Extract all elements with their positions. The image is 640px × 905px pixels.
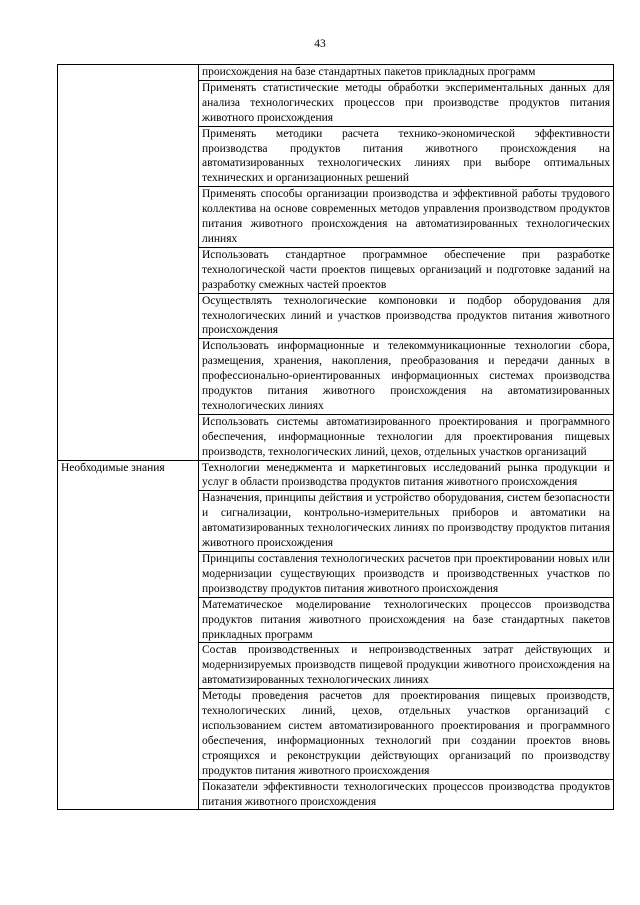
skill-item: Применять методики расчета технико-экономической эффективности производства продуктов питания животного происхождения на автоматизированных технологических линиях при выборе оптимальных технических и организационных решений [199,126,614,187]
skill-item: Использовать системы автоматизированного проектирования и программного обеспечения, информационные технологии для проектирования пищевых производств, технологических линий, цехов, отдельных участков организаций [199,414,614,460]
competency-table [57,64,614,810]
page-number: 43 [314,38,326,50]
skill-item: происхождения на базе стандартных пакетов прикладных программ [199,65,614,81]
knowledge-item: Назначения, принципы действия и устройство оборудования, систем безопасности и сигнализации, контрольно-измерительных приборов и автоматики на автоматизированных технологических линиях по производству продуктов питания животного происхождения [199,491,614,552]
skill-item: Применять статистические методы обработки экспериментальных данных для анализа технологических процессов при производстве продуктов питания животного происхождения [199,80,614,126]
label-cell-empty [58,65,199,461]
knowledge-item: Технологии менеджмента и маркетинговых исследований рынка продукции и услуг в области производства продуктов питания животного происхождения [199,460,614,491]
table-row [58,460,614,491]
knowledge-label: Необходимые знания [58,460,199,810]
knowledge-item: Показатели эффективности технологических процессов производства продуктов питания животного происхождения [199,779,614,810]
skill-item: Осуществлять технологические компоновки и подбор оборудования для технологических линий и участков производства продуктов питания животного происхождения [199,293,614,339]
knowledge-item: Состав производственных и непроизводственных затрат действующих и модернизируемых производств пищевой продукции животного происхождения на автоматизированных технологических линиях [199,643,614,689]
skill-item: Применять способы организации производства и эффективной работы трудового коллектива на основе современных методов управления производством продуктов питания животного происхождения на автоматизированных технологических линиях [199,187,614,248]
knowledge-item: Принципы составления технологических расчетов при проектировании новых или модернизации существующих производств и производственных участков по производству продуктов питания животного происхождения [199,552,614,598]
knowledge-item: Математическое моделирование технологических процессов производства продуктов питания животного происхождения на базе стандартных пакетов прикладных программ [199,597,614,643]
table-row [58,65,614,81]
knowledge-item: Методы проведения расчетов для проектирования пищевых производств, технологических линий, цехов, отдельных участков организаций с использованием систем автоматизированного проектирования и программного обеспечения, информационных технологий при создании проектов вновь строящихся и реконструкции действующих организаций по производству продуктов питания животного происхождения [199,689,614,779]
skill-item: Использовать стандартное программное обеспечение при разработке технологической части проектов пищевых организаций и подготовке заданий на разработку смежных частей проектов [199,247,614,293]
skill-item: Использовать информационные и телекоммуникационные технологии сбора, размещения, хранения, накопления, преобразования и передачи данных в профессионально-ориентированных информационных системах производства продуктов питания животного происхождения на автоматизированных технологических линиях [199,339,614,415]
